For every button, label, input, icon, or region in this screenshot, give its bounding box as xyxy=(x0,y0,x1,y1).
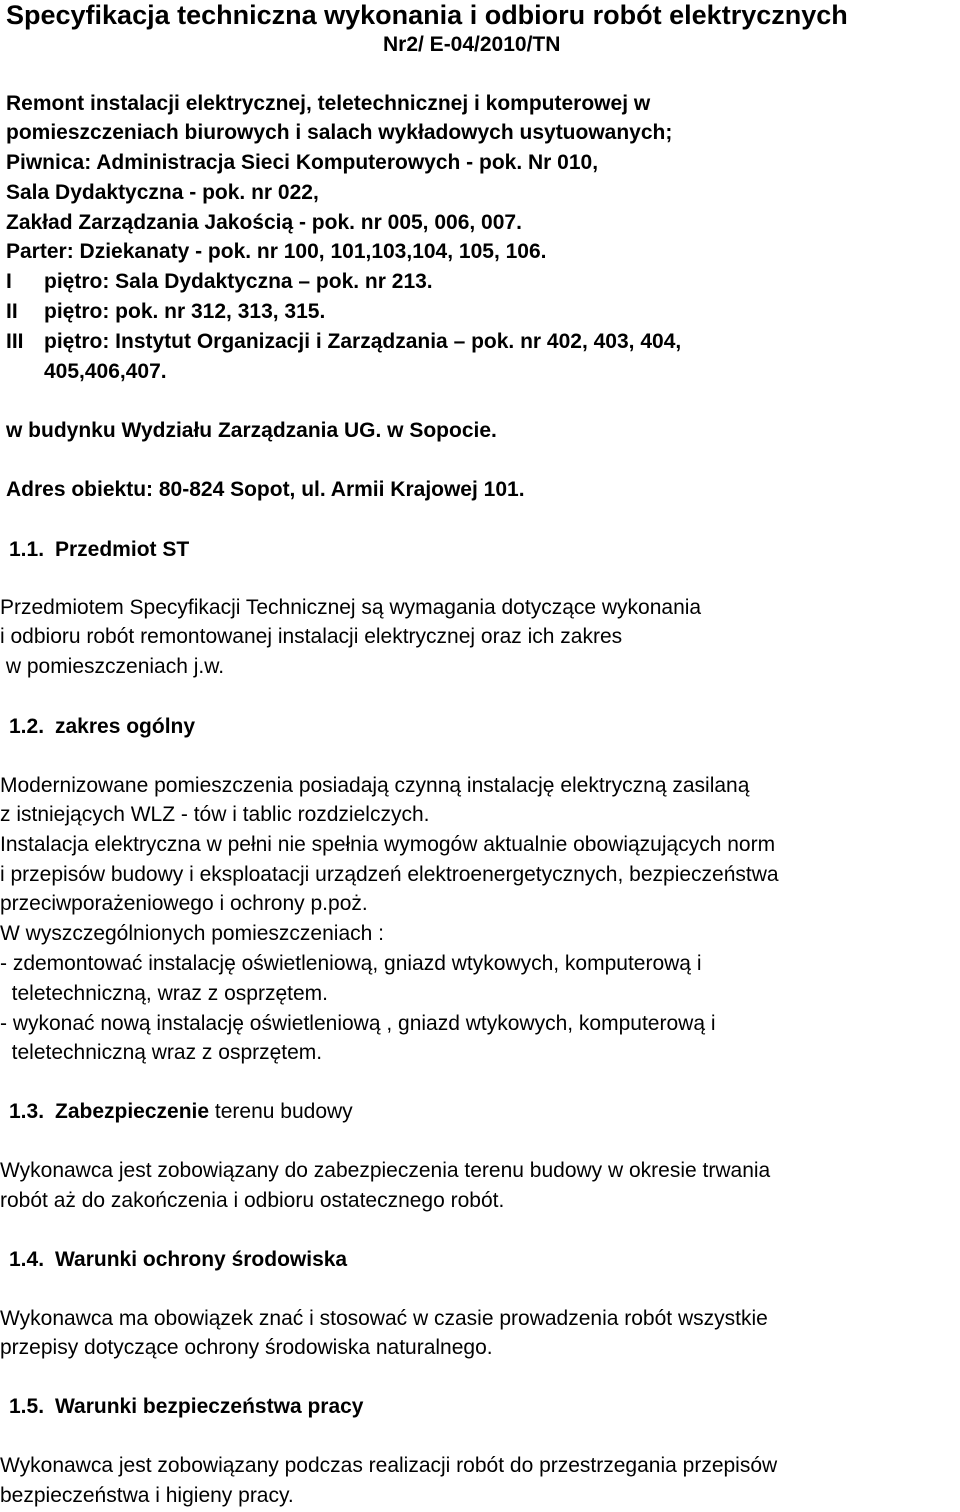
floor-text: piętro: pok. nr 312, 313, 315. xyxy=(44,300,326,323)
scope-line: pomieszczeniach biurowych i salach wykładowych usytuowanych; xyxy=(6,121,673,144)
paragraph-line: i odbioru robót remontowanej instalacji elektrycznej oraz ich zakres xyxy=(0,625,623,648)
section-title: Przedmiot ST xyxy=(55,538,190,561)
floor-line xyxy=(6,301,325,322)
section-number: 1.4. xyxy=(9,1248,45,1271)
document-title: Specyfikacja techniczna wykonania i odbioru robót elektrycznych xyxy=(6,0,848,30)
section-title: zakres ogólny xyxy=(55,715,196,738)
paragraph-line: teletechniczną, wraz z osprzętem. xyxy=(0,982,328,1005)
section-title: Zabezpieczenie xyxy=(55,1100,210,1123)
section-title: Warunki bezpieczeństwa pracy xyxy=(55,1395,364,1418)
paragraph-line: W wyszczególnionych pomieszczeniach : xyxy=(0,922,384,945)
section-heading-1-2 xyxy=(9,716,195,737)
floor-continuation: 405,406,407. xyxy=(44,360,167,383)
paragraph-line: robót aż do zakończenia i odbioru ostatecznego robót. xyxy=(0,1189,505,1212)
floor-label: I xyxy=(6,270,12,293)
floor-line xyxy=(6,271,433,292)
scope-line: Sala Dydaktyczna - pok. nr 022, xyxy=(6,181,319,204)
address-line: Adres obiektu: 80-824 Sopot, ul. Armii Krajowej 101. xyxy=(6,478,525,501)
paragraph-line: przeciwporażeniowego i ochrony p.poż. xyxy=(0,892,368,915)
floor-label: III xyxy=(6,330,24,353)
paragraph-line: Wykonawca jest zobowiązany do zabezpieczenia terenu budowy w okresie trwania xyxy=(0,1159,771,1182)
document-number: Nr2/ E-04/2010/TN xyxy=(383,33,561,56)
paragraph-line: w pomieszczeniach j.w. xyxy=(0,655,225,678)
paragraph-line: z istniejących WLZ - tów i tablic rozdzielczych. xyxy=(0,803,430,826)
section-title-rest: terenu budowy xyxy=(209,1100,353,1123)
section-heading-1-4 xyxy=(9,1249,347,1270)
paragraph-line: Wykonawca jest zobowiązany podczas realizacji robót do przestrzegania przepisów xyxy=(0,1454,778,1477)
section-number: 1.1. xyxy=(9,538,45,561)
paragraph-line: bezpieczeństwa i higieny pracy. xyxy=(0,1484,294,1507)
section-number: 1.2. xyxy=(9,715,45,738)
paragraph-line: Modernizowane pomieszczenia posiadają czynną instalację elektryczną zasilaną xyxy=(0,774,750,797)
section-heading-1-1 xyxy=(9,539,189,560)
paragraph-line: - zdemontować instalację oświetleniową, gniazd wtykowych, komputerową i xyxy=(0,952,702,975)
scope-line: Remont instalacji elektrycznej, teletechnicznej i komputerowej w xyxy=(6,92,651,115)
floor-line xyxy=(6,331,681,352)
floor-text: piętro: Sala Dydaktyczna – pok. nr 213. xyxy=(44,270,433,293)
section-title: Warunki ochrony środowiska xyxy=(55,1248,348,1271)
paragraph-line: przepisy dotyczące ochrony środowiska naturalnego. xyxy=(0,1336,493,1359)
paragraph-line: i przepisów budowy i eksploatacji urządzeń elektroenergetycznych, bezpieczeństwa xyxy=(0,863,779,886)
scope-line: Zakład Zarządzania Jakością - pok. nr 005, 006, 007. xyxy=(6,211,522,234)
section-heading-1-3 xyxy=(9,1101,353,1122)
floor-label: II xyxy=(6,300,18,323)
scope-line: Parter: Dziekanaty - pok. nr 100, 101,103,104, 105, 106. xyxy=(6,240,547,263)
paragraph-line: teletechniczną wraz z osprzętem. xyxy=(0,1041,323,1064)
paragraph-line: Instalacja elektryczna w pełni nie spełnia wymogów aktualnie obowiązujących norm xyxy=(0,833,776,856)
section-number: 1.3. xyxy=(9,1100,45,1123)
paragraph-line: Wykonawca ma obowiązek znać i stosować w czasie prowadzenia robót wszystkie xyxy=(0,1307,768,1330)
floor-text: piętro: Instytut Organizacji i Zarządzania – pok. nr 402, 403, 404, xyxy=(44,330,682,353)
section-number: 1.5. xyxy=(9,1395,45,1418)
paragraph-line: Przedmiotem Specyfikacji Technicznej są wymagania dotyczące wykonania xyxy=(0,596,702,619)
building-line: w budynku Wydziału Zarządzania UG. w Sopocie. xyxy=(6,419,497,442)
paragraph-line: - wykonać nową instalację oświetleniową , gniazd wtykowych, komputerową i xyxy=(0,1012,716,1035)
section-heading-1-5 xyxy=(9,1396,364,1417)
scope-line: Piwnica: Administracja Sieci Komputerowych - pok. Nr 010, xyxy=(6,151,599,174)
